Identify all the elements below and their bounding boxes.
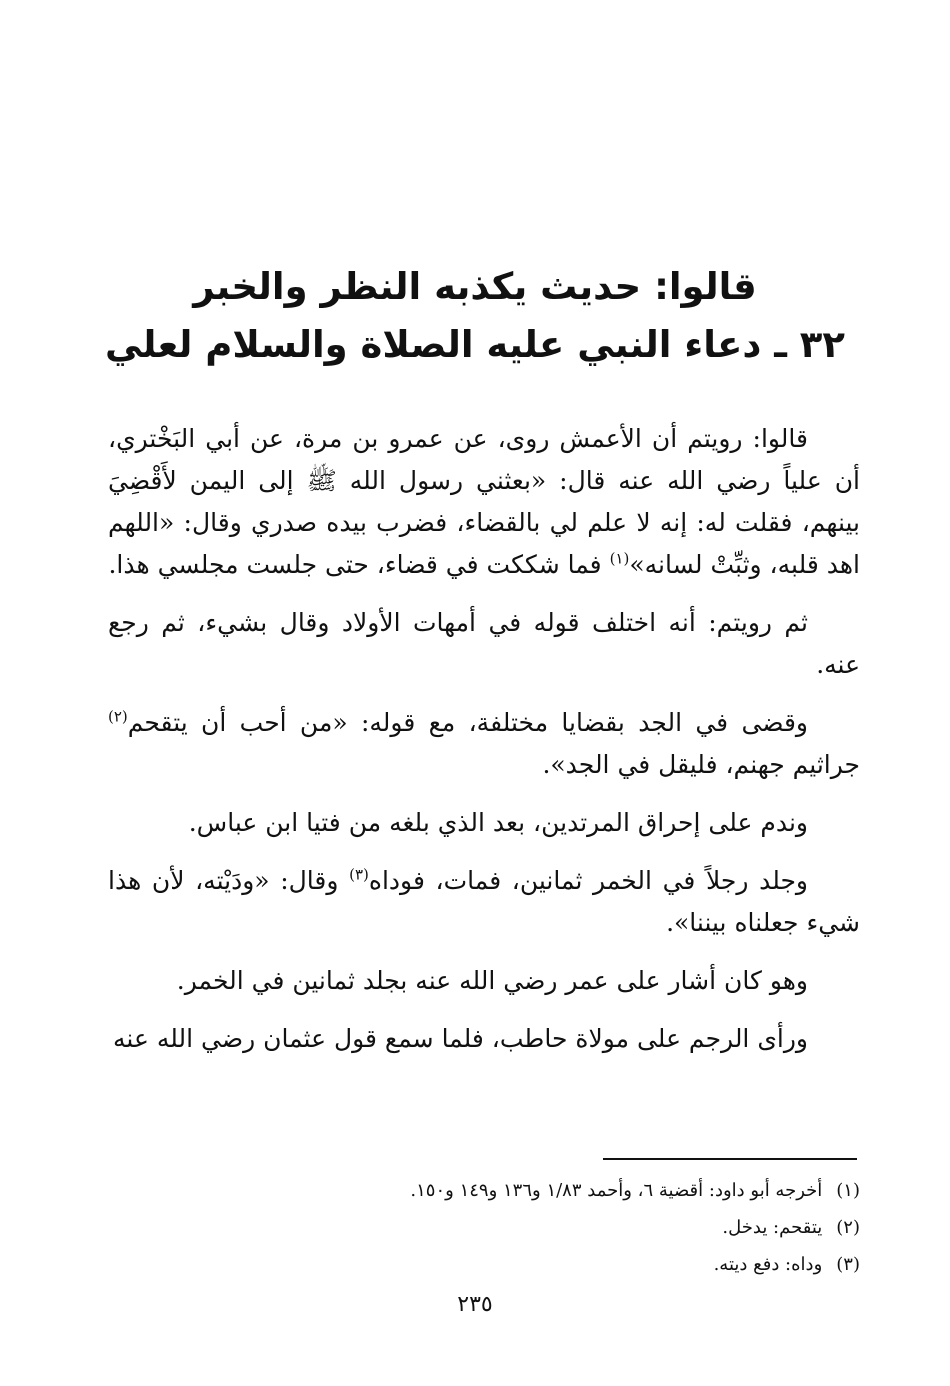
paragraph-1-text-b: فما شككت في قضاء، حتى جلست مجلسي هذا. — [108, 550, 610, 579]
titles-block — [90, 258, 860, 374]
footnote-number: (٣) — [836, 1254, 860, 1275]
paragraph-1 — [108, 418, 860, 586]
paragraph-7: ورأى الرجم على مولاة حاطب، فلما سمع قول عثمان رضي الله عنه — [113, 1024, 808, 1053]
footnote-ref-2[interactable]: (٢) — [108, 707, 128, 726]
footnote-text: أخرجه أبو داود: أقضية ٦، وأحمد ١/٨٣ و١٣٦ و١٤٩ و١٥٠. — [410, 1180, 823, 1201]
paragraph-4: وندم على إحراق المرتدين، بعد الذي بلغه من فتيا ابن عباس. — [188, 808, 808, 837]
footnote-ref-1[interactable]: (١) — [609, 549, 630, 568]
paragraph-2: ثم رويتم: أنه اختلف قوله في أمهات الأولاد وقال بشيء، ثم رجع عنه. — [108, 608, 860, 679]
paragraph-3-text-b: جراثيم جهنم، فليقل في الجد». — [542, 750, 860, 779]
paragraph-1-text-a: قالوا: رويتم أن الأعمش روى، عن عمرو بن مرة، عن أبي البَخْتري، أن علياً رضي الله عنه قال: «بعثني رسول الله ﷺ إلى اليمن لأَقْضِيَ بينهم، فقلت له: إنه لا علم لي بالقضاء، فضرب بيده صدري وقال: «اللهم اهد قلبه، وثبِّتْ لسانه» — [108, 424, 860, 579]
footnote-number: (٢) — [836, 1217, 860, 1238]
footnote-ref-3[interactable]: (٣) — [349, 865, 369, 884]
paragraph-5-text-a: وجلد رجلاً في الخمر ثمانين، فمات، فوداه — [368, 866, 809, 895]
footnote-text: وداه: دفع ديته. — [713, 1254, 823, 1275]
footnote-divider — [603, 1158, 857, 1160]
chapter-title: ٣٢ ـ دعاء النبي عليه الصلاة والسلام لعلي — [105, 323, 845, 366]
footnote-2 — [90, 1209, 860, 1246]
footnote-3 — [90, 1246, 860, 1283]
paragraph-5 — [108, 860, 860, 944]
paragraph-6: وهو كان أشار على عمر رضي الله عنه بجلد ثمانين في الخمر. — [176, 966, 808, 995]
page-number: ٢٣٥ — [457, 1292, 493, 1317]
paragraph-5-text-b: وقال: «ودَيْته، لأن هذا شيء جعلناه بيننا». — [108, 866, 860, 937]
paragraph-3 — [108, 702, 860, 786]
paragraph-3-text-a: وقضى في الجد بقضايا مختلفة، مع قوله: «من أحب أن يتقحم — [127, 708, 808, 737]
footnote-number: (١) — [836, 1180, 860, 1201]
section-title: قالوا: حديث يكذبه النظر والخبر — [193, 265, 757, 308]
footnote-text: يتقحم: يدخل. — [722, 1217, 823, 1238]
footnotes-block — [90, 1172, 860, 1283]
main-text — [108, 418, 860, 1076]
footnote-1 — [90, 1172, 860, 1209]
